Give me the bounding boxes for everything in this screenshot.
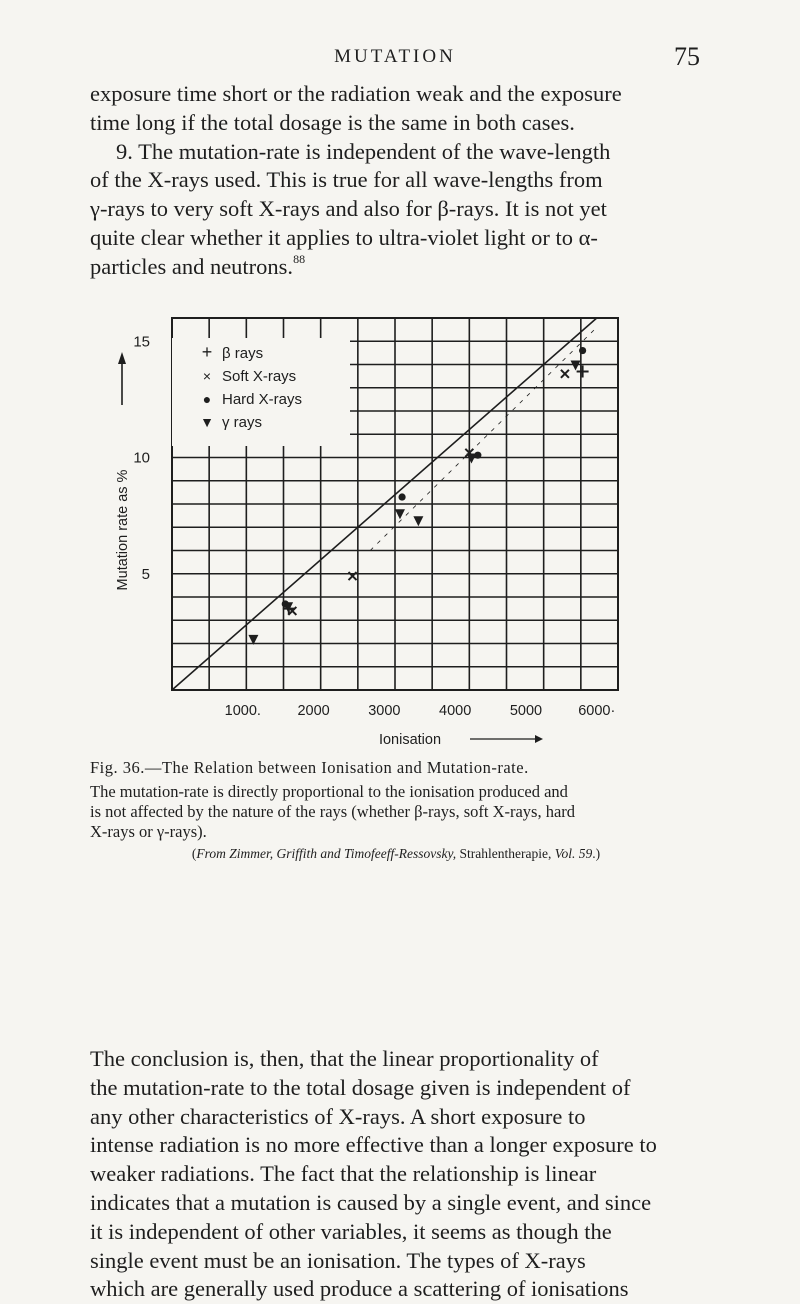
text-line: quite clear whether it applies to ultra-violet light or to α- <box>90 224 598 250</box>
caption-line: The mutation-rate is directly proportional to the ionisation produced and <box>90 782 568 801</box>
figure-source <box>90 846 702 862</box>
data-point-soft-xrays <box>561 370 569 378</box>
text-line: single event must be an ionisation. The types of X-rays <box>90 1247 586 1273</box>
footnote-reference: 88 <box>293 252 306 267</box>
page-number: 75 <box>674 42 700 71</box>
data-point-gamma-rays <box>413 516 423 526</box>
x-tick-label: 6000· <box>578 703 616 719</box>
text-line: The conclusion is, then, that the linear proportionality of <box>90 1046 599 1071</box>
text-line-with-footnote <box>90 253 702 282</box>
text-line: particles and neutrons. <box>90 253 294 279</box>
text-line: it is independent of other variables, it seems as though the <box>90 1218 612 1244</box>
text-line: γ-rays to very soft X-rays and also for β-rays. It is not yet <box>90 196 607 222</box>
data-point-hard-xrays <box>579 347 586 354</box>
source-open: ( <box>191 846 197 861</box>
running-title: MUTATION <box>334 46 456 67</box>
x-tick-label: 1000. <box>224 703 261 719</box>
data-point-beta-rays <box>577 365 589 377</box>
text-line: time long if the total dosage is the same in both cases. <box>90 109 575 135</box>
y-axis-label: Mutation rate as % <box>115 469 131 591</box>
x-axis-label: Ionisation <box>378 732 442 748</box>
legend-label: Hard X-rays <box>222 391 303 408</box>
x-tick-label: 5000 <box>509 703 543 719</box>
source-close: .) <box>592 846 601 861</box>
source-volume: Vol. 59 <box>554 846 593 861</box>
x-tick-label: 2000 <box>297 703 330 719</box>
text-line: weaker radiations. The fact that the relationship is linear <box>90 1161 597 1187</box>
legend-label: β rays <box>222 345 264 362</box>
y-tick-label: 10 <box>133 449 150 467</box>
data-point-gamma-rays <box>571 361 581 371</box>
legend-symbol: ▼ <box>200 414 214 430</box>
text-line: indicates that a mutation is caused by a single event, and since <box>90 1189 652 1215</box>
chart-svg <box>110 300 700 770</box>
text-line: any other characteristics of X-rays. A short exposure to <box>90 1103 586 1129</box>
paragraph-bottom <box>90 1045 702 1304</box>
figure-caption-body <box>90 782 702 842</box>
data-point-gamma-rays <box>395 509 405 519</box>
text-line: which are generally used produce a scattering of ionisations <box>90 1276 629 1302</box>
running-head <box>90 42 700 82</box>
guide-line-dashed <box>370 327 597 550</box>
text-line: the mutation-rate to the total dosage given is independent of <box>90 1074 631 1100</box>
caption-line: is not affected by the nature of the rays (whether β-rays, soft X-rays, hard <box>90 802 576 821</box>
legend-symbol: × <box>202 368 212 384</box>
figure-caption-title: Fig. 36.—The Relation between Ionisation and Mutation-rate. <box>90 758 529 777</box>
source-journal: Strahlentherapie, <box>456 846 555 861</box>
x-tick-label: 3000 <box>368 703 401 719</box>
text-line: exposure time short or the radiation weak and the exposure <box>90 81 622 106</box>
text-line: intense radiation is no more effective than a longer exposure to <box>90 1132 657 1158</box>
y-axis-arrow-head <box>118 352 126 364</box>
caption-line: X-rays or γ-rays). <box>90 822 207 841</box>
source-authors: From Zimmer, Griffith and Timofeeff-Ressovsky, <box>196 846 457 861</box>
y-tick-label: 5 <box>141 565 150 583</box>
legend-symbol: + <box>201 342 213 362</box>
x-axis-arrow-head <box>535 735 543 743</box>
y-tick-label: 15 <box>133 333 150 351</box>
legend-label: γ rays <box>222 414 263 431</box>
text-line: of the X-rays used. This is true for all wave-lengths from <box>90 167 603 193</box>
figure-36 <box>110 300 700 770</box>
legend-symbol: ● <box>202 391 212 407</box>
data-point-hard-xrays <box>398 493 405 500</box>
text-line: 9. The mutation-rate is independent of the wave-length <box>116 138 611 164</box>
paragraph-top <box>90 80 702 282</box>
x-tick-label: 4000 <box>439 703 472 719</box>
data-point-gamma-rays <box>466 454 476 464</box>
legend-label: Soft X-rays <box>222 368 297 385</box>
